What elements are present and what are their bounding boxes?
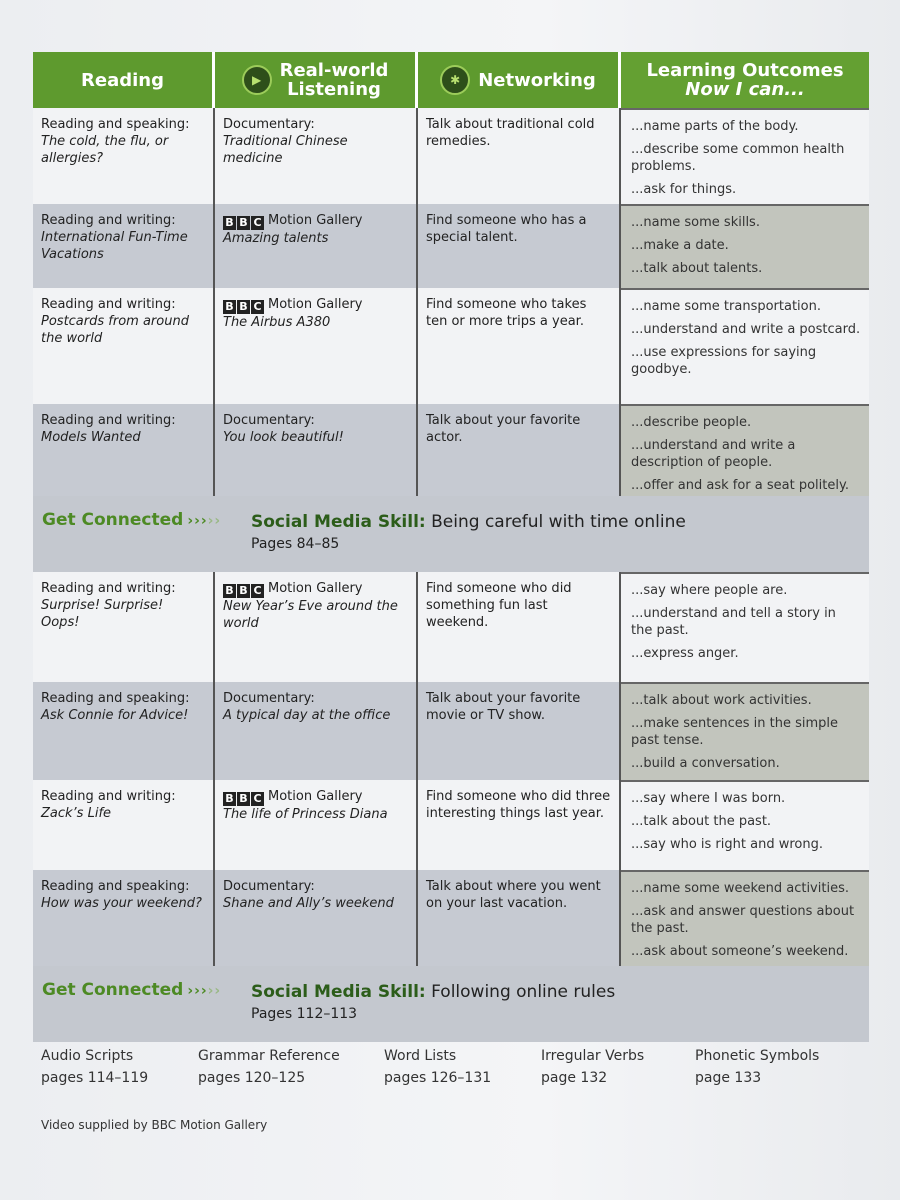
unit-rows-a [33, 108, 869, 496]
play-icon: ▶ [242, 65, 272, 95]
bbc-logo: B B C [223, 300, 264, 314]
outcome-item: ...name some skills. [631, 215, 760, 230]
listening-cell [215, 870, 418, 966]
header-outcomes-line1: Learning Outcomes [646, 60, 844, 81]
reading-title: Ask Connie for Advice! [41, 708, 189, 723]
skill-pages: Pages 112–113 [251, 1006, 358, 1022]
footer-pages: pages 114–119 [41, 1070, 149, 1086]
outcome-item: ...say who is right and wrong. [631, 837, 823, 852]
footer-title: Word Lists [384, 1048, 457, 1064]
outcome-item: ...describe people. [631, 415, 752, 430]
outcomes-cell [621, 682, 869, 780]
footer-title: Grammar Reference [198, 1048, 340, 1064]
networking-cell [418, 108, 621, 204]
listening-cell [215, 204, 418, 288]
reading-title: International Fun-Time Vacations [41, 230, 188, 262]
bbc-logo: B B C [223, 792, 264, 806]
bbc-logo: B B C [223, 216, 264, 230]
reading-label: Reading and writing: [41, 413, 176, 428]
footer-item [695, 1048, 835, 1086]
networking-text: Talk about your favorite movie or TV show. [426, 691, 581, 723]
reading-cell [33, 870, 215, 966]
outcome-item: ...understand and write a postcard. [631, 322, 861, 337]
reading-label: Reading and speaking: [41, 879, 190, 894]
reading-label: Reading and writing: [41, 213, 176, 228]
footer-title: Phonetic Symbols [695, 1048, 820, 1064]
outcome-item: ...ask about someone’s weekend. [631, 944, 849, 959]
outcome-item: ...understand and tell a story in the past. [631, 606, 836, 638]
outcome-item: ...build a conversation. [631, 756, 780, 771]
unit-row [33, 404, 869, 496]
networking-cell [418, 204, 621, 288]
skill-pages: Pages 84–85 [251, 536, 340, 552]
listening-title: Shane and Ally’s weekend [223, 896, 394, 911]
header-outcomes-line2: Now I can... [685, 79, 805, 100]
listening-label: Documentary: [223, 413, 315, 428]
listening-title: Amazing talents [223, 231, 329, 246]
footer-pages: page 132 [541, 1070, 608, 1086]
listening-cell [215, 682, 418, 780]
outcomes-cell [621, 870, 869, 966]
listening-title: A typical day at the office [223, 708, 391, 723]
reading-title: Models Wanted [41, 430, 141, 445]
reading-cell [33, 780, 215, 870]
footer-title: Irregular Verbs [541, 1048, 645, 1064]
unit-row [33, 682, 869, 780]
listening-title: New Year’s Eve around the world [223, 599, 398, 631]
outcomes-cell [621, 780, 869, 870]
listening-label: Motion Gallery [268, 789, 363, 804]
reading-cell [33, 204, 215, 288]
get-connected-banner-1 [33, 496, 869, 572]
listening-label: Motion Gallery [268, 297, 363, 312]
outcomes-cell [621, 404, 869, 496]
reading-title: Zack’s Life [41, 806, 112, 821]
listening-cell [215, 780, 418, 870]
outcomes-cell [621, 288, 869, 404]
outcomes-cell [621, 572, 869, 682]
networking-cell [418, 404, 621, 496]
header-outcomes [621, 52, 869, 108]
reading-cell [33, 682, 215, 780]
unit-row [33, 204, 869, 288]
outcome-item: ...make a date. [631, 238, 729, 253]
unit-row [33, 288, 869, 404]
footer-title: Audio Scripts [41, 1048, 134, 1064]
networking-text: Find someone who has a special talent. [426, 213, 587, 245]
outcomes-cell [621, 108, 869, 204]
contents-table [33, 52, 869, 1042]
unit-row [33, 870, 869, 966]
outcomes-cell [621, 204, 869, 288]
outcome-item: ...talk about the past. [631, 814, 772, 829]
outcome-item: ...express anger. [631, 646, 739, 661]
reading-label: Reading and writing: [41, 789, 176, 804]
networking-text: Talk about your favorite actor. [426, 413, 581, 445]
reading-label: Reading and writing: [41, 297, 176, 312]
header-reading: Reading [33, 52, 215, 108]
skill-label: Social Media Skill: [251, 982, 426, 1002]
reading-title: The cold, the flu, or allergies? [41, 134, 169, 166]
listening-label: Documentary: [223, 691, 315, 706]
reading-label: Reading and writing: [41, 581, 176, 596]
listening-cell [215, 404, 418, 496]
outcome-item: ...understand and write a description of people. [631, 438, 796, 470]
listening-label: Motion Gallery [268, 213, 363, 228]
table-header [33, 52, 869, 108]
outcome-item: ...make sentences in the simple past tense. [631, 716, 838, 748]
bbc-logo: B B C [223, 584, 264, 598]
footer-item [198, 1048, 384, 1086]
reading-cell [33, 108, 215, 204]
networking-cell [418, 870, 621, 966]
listening-cell [215, 108, 418, 204]
footer-item [384, 1048, 541, 1086]
outcome-item: ...name some transportation. [631, 299, 821, 314]
outcome-item: ...name parts of the body. [631, 119, 799, 134]
unit-rows-b [33, 572, 869, 966]
chevrons-icon: ››››› [187, 513, 222, 529]
outcome-item: ...talk about talents. [631, 261, 763, 276]
outcome-item: ...say where I was born. [631, 791, 786, 806]
reading-title: Postcards from around the world [41, 314, 189, 346]
chevrons-icon: ››››› [187, 983, 222, 999]
skill-label: Social Media Skill: [251, 512, 426, 532]
networking-cell [418, 780, 621, 870]
reading-label: Reading and speaking: [41, 117, 190, 132]
networking-text: Talk about where you went on your last vacation. [426, 879, 601, 911]
networking-text: Find someone who takes ten or more trips a year. [426, 297, 587, 329]
reading-cell [33, 572, 215, 682]
unit-row [33, 780, 869, 870]
listening-label: Documentary: [223, 117, 315, 132]
reading-title: How was your weekend? [41, 896, 202, 911]
footer-item [541, 1048, 695, 1086]
networking-cell [418, 682, 621, 780]
footer-pages: pages 126–131 [384, 1070, 492, 1086]
footer-pages: pages 120–125 [198, 1070, 306, 1086]
unit-row [33, 572, 869, 682]
header-listening-line1: Real-world [279, 60, 389, 81]
reading-title: Surprise! Surprise! Oops! [41, 598, 164, 630]
networking-cell [418, 288, 621, 404]
video-credit: Video supplied by BBC Motion Gallery [41, 1118, 268, 1132]
outcome-item: ...offer and ask for a seat politely. [631, 478, 849, 493]
get-connected-title: Get Connected [42, 980, 184, 1000]
network-icon: ✱ [440, 65, 470, 95]
reading-cell [33, 288, 215, 404]
outcome-item: ...ask and answer questions about the past. [631, 904, 855, 936]
header-listening-line2: Listening [287, 79, 381, 100]
skill-text: Being careful with time online [431, 512, 686, 532]
outcome-item: ...name some weekend activities. [631, 881, 849, 896]
header-listening [215, 52, 418, 108]
get-connected-banner-2 [33, 966, 869, 1042]
listening-title: Traditional Chinese medicine [223, 134, 348, 166]
outcome-item: ...describe some common health problems. [631, 142, 845, 174]
listening-title: The Airbus A380 [223, 315, 331, 330]
outcome-item: ...use expressions for saying goodbye. [631, 345, 817, 377]
listening-title: The life of Princess Diana [223, 807, 388, 822]
reading-cell [33, 404, 215, 496]
footer-item [41, 1048, 198, 1086]
networking-text: Find someone who did something fun last weekend. [426, 581, 572, 630]
networking-text: Find someone who did three interesting things last year. [426, 789, 611, 821]
footer-pages: page 133 [695, 1070, 762, 1086]
get-connected-title: Get Connected [42, 510, 184, 530]
listening-cell [215, 572, 418, 682]
listening-label: Documentary: [223, 879, 315, 894]
networking-text: Talk about traditional cold remedies. [426, 117, 595, 149]
outcome-item: ...say where people are. [631, 583, 788, 598]
header-networking-label: Networking [478, 69, 596, 91]
unit-row [33, 108, 869, 204]
networking-cell [418, 572, 621, 682]
skill-text: Following online rules [431, 982, 616, 1002]
listening-label: Motion Gallery [268, 581, 363, 596]
listening-cell [215, 288, 418, 404]
outcome-item: ...ask for things. [631, 182, 737, 197]
listening-title: You look beautiful! [223, 430, 344, 445]
outcome-item: ...talk about work activities. [631, 693, 812, 708]
reading-label: Reading and speaking: [41, 691, 190, 706]
appendix-links [41, 1048, 841, 1086]
header-networking [418, 52, 621, 108]
